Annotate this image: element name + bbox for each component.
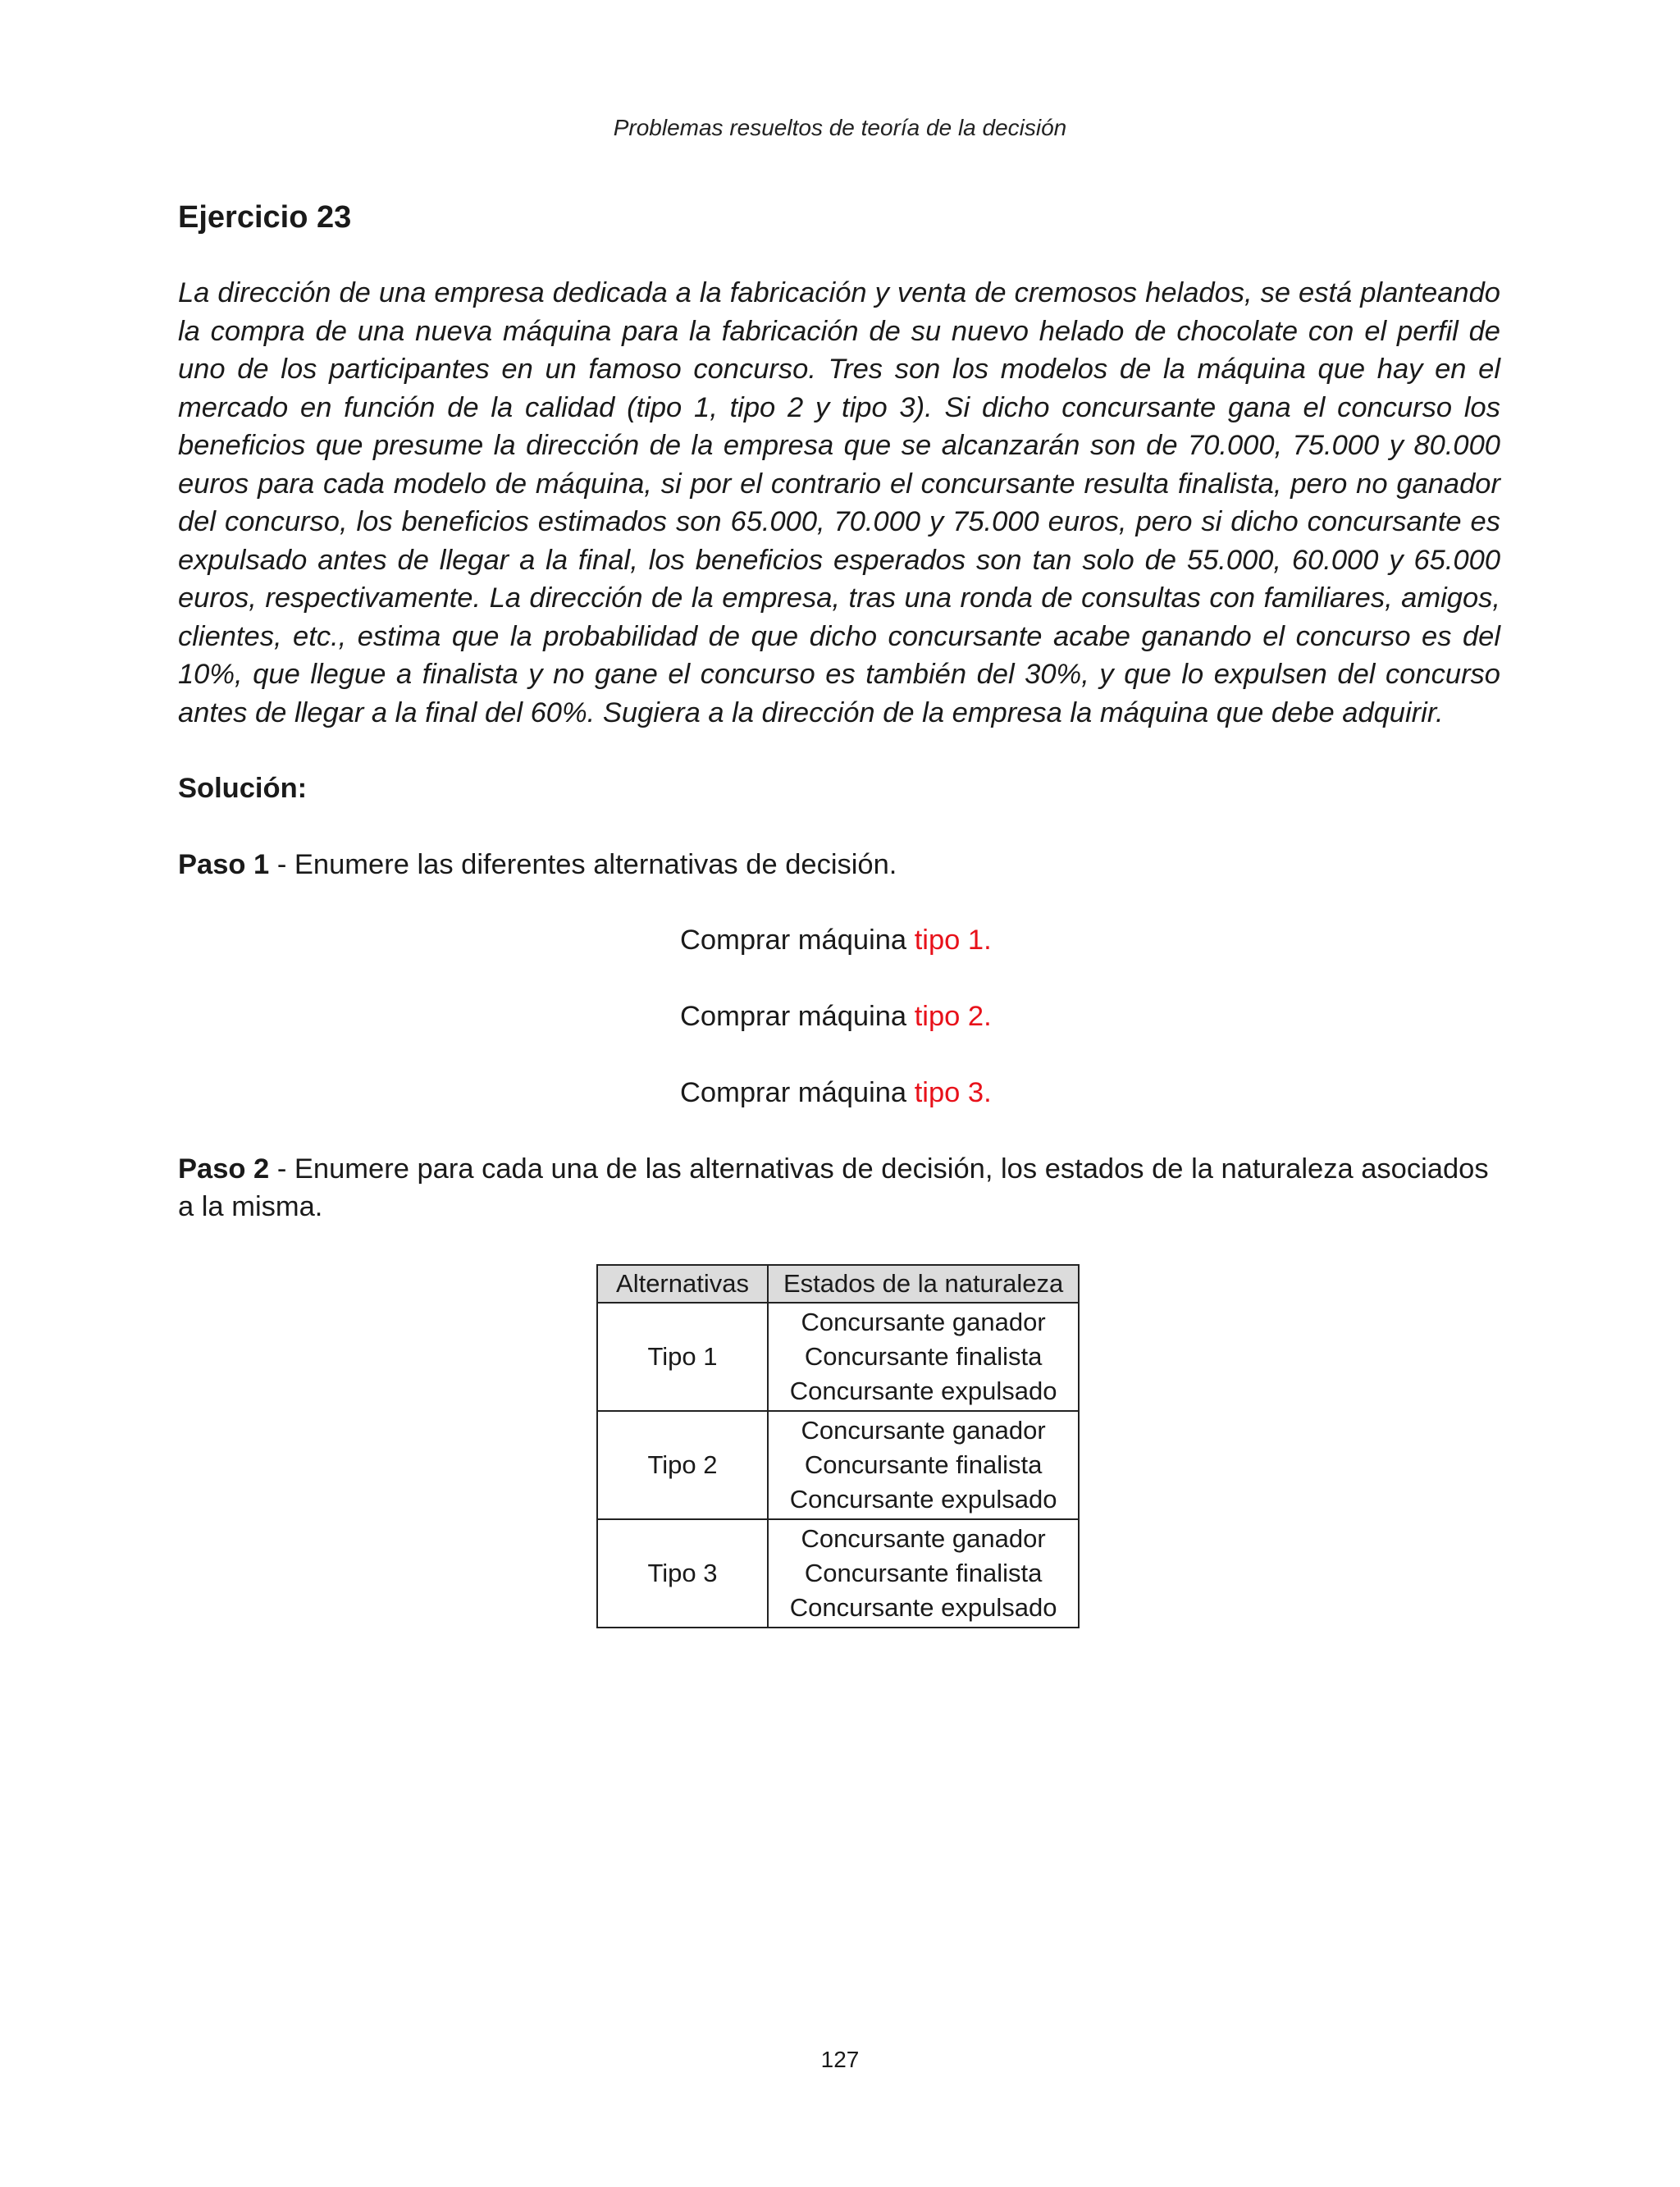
alternative-prefix: Comprar máquina (680, 925, 915, 956)
solution-label: Solución: (178, 773, 308, 804)
running-header: Problemas resueltos de teoría de la decisión (613, 115, 1067, 140)
step-2 (178, 1150, 1500, 1226)
state-item: Concursante expulsado (789, 1484, 1057, 1514)
alternative-highlight: tipo 2. (914, 1001, 992, 1032)
step-1-label: Paso 1 (178, 848, 270, 880)
state-item: Concursante ganador (801, 1523, 1046, 1553)
state-item: Concursante ganador (801, 1307, 1046, 1336)
step-1-text: - Enumere las diferentes alternativas de decisión. (269, 848, 897, 880)
alternative-prefix: Comprar máquina (680, 1001, 915, 1032)
state-item: Concursante ganador (801, 1415, 1046, 1445)
states-cell (768, 1519, 1079, 1628)
step-2-label: Paso 2 (178, 1153, 270, 1185)
state-item: Concursante finalista (804, 1341, 1043, 1371)
states-cell (768, 1303, 1079, 1411)
table-row (597, 1411, 1079, 1519)
table-header-row (597, 1265, 1079, 1303)
page-content (178, 195, 1500, 1628)
alternatives-list (680, 921, 1500, 1112)
state-item: Concursante expulsado (789, 1376, 1057, 1405)
exercise-title: Ejercicio 23 (178, 200, 352, 235)
alternative-item (680, 998, 1500, 1036)
alternative-highlight: tipo 1. (914, 925, 992, 956)
alternative-item (680, 921, 1500, 960)
alternative-cell: Tipo 2 (597, 1411, 768, 1519)
table-header-alternatives: Alternativas (597, 1265, 768, 1303)
state-item: Concursante expulsado (789, 1592, 1057, 1622)
alternative-highlight: tipo 3. (914, 1077, 992, 1108)
alternative-item (680, 1074, 1500, 1112)
states-table (596, 1264, 1080, 1628)
states-cell (768, 1411, 1079, 1519)
table-row (597, 1303, 1079, 1411)
alternative-prefix: Comprar máquina (680, 1077, 915, 1108)
state-item: Concursante finalista (804, 1558, 1043, 1587)
table-row (597, 1519, 1079, 1628)
alternative-cell: Tipo 3 (597, 1519, 768, 1628)
page-number: 127 (820, 2047, 860, 2072)
alternative-cell: Tipo 1 (597, 1303, 768, 1411)
step-2-text: - Enumere para cada una de las alternativas de decisión, los estados de la naturaleza asociados a la misma. (178, 1153, 1489, 1222)
state-item: Concursante finalista (804, 1450, 1043, 1479)
step-1 (178, 846, 1500, 884)
table-header-states: Estados de la naturaleza (768, 1265, 1079, 1303)
problem-statement: La dirección de una empresa dedicada a la fabricación y venta de cremosos helados, se está planteando la compra de una nueva máquina para la fabricación de su nuevo helado de chocolate con el perfil de uno de los participantes en un famoso concurso. Tres son los modelos de la máquina que hay en el mercado en función de la calidad (tipo 1, tipo 2 y tipo 3). Si dicho concursante gana el concurso los beneficios que presume la dirección de la empresa que se alcanzarán son de 70.000, 75.000 y 80.000 euros para cada modelo de máquina, si por el contrario el concursante resulta finalista, pero no ganador del concurso, los beneficios estimados son 65.000, 70.000 y 75.000 euros, pero si dicho concursante es expulsado antes de llegar a la final, los beneficios esperados son tan solo de 55.000, 60.000 y 65.000 euros, respectivamente. La dirección de la empresa, tras una ronda de consultas con familiares, amigos, clientes, etc., estima que la probabilidad de que dicho concursante acabe ganando el concurso es del 10%, que llegue a finalista y no gane el concurso es también del 30%, y que lo expulsen del concurso antes de llegar a la final del 60%. Sugiera a la dirección de la empresa la máquina que debe adquirir. (178, 277, 1500, 728)
